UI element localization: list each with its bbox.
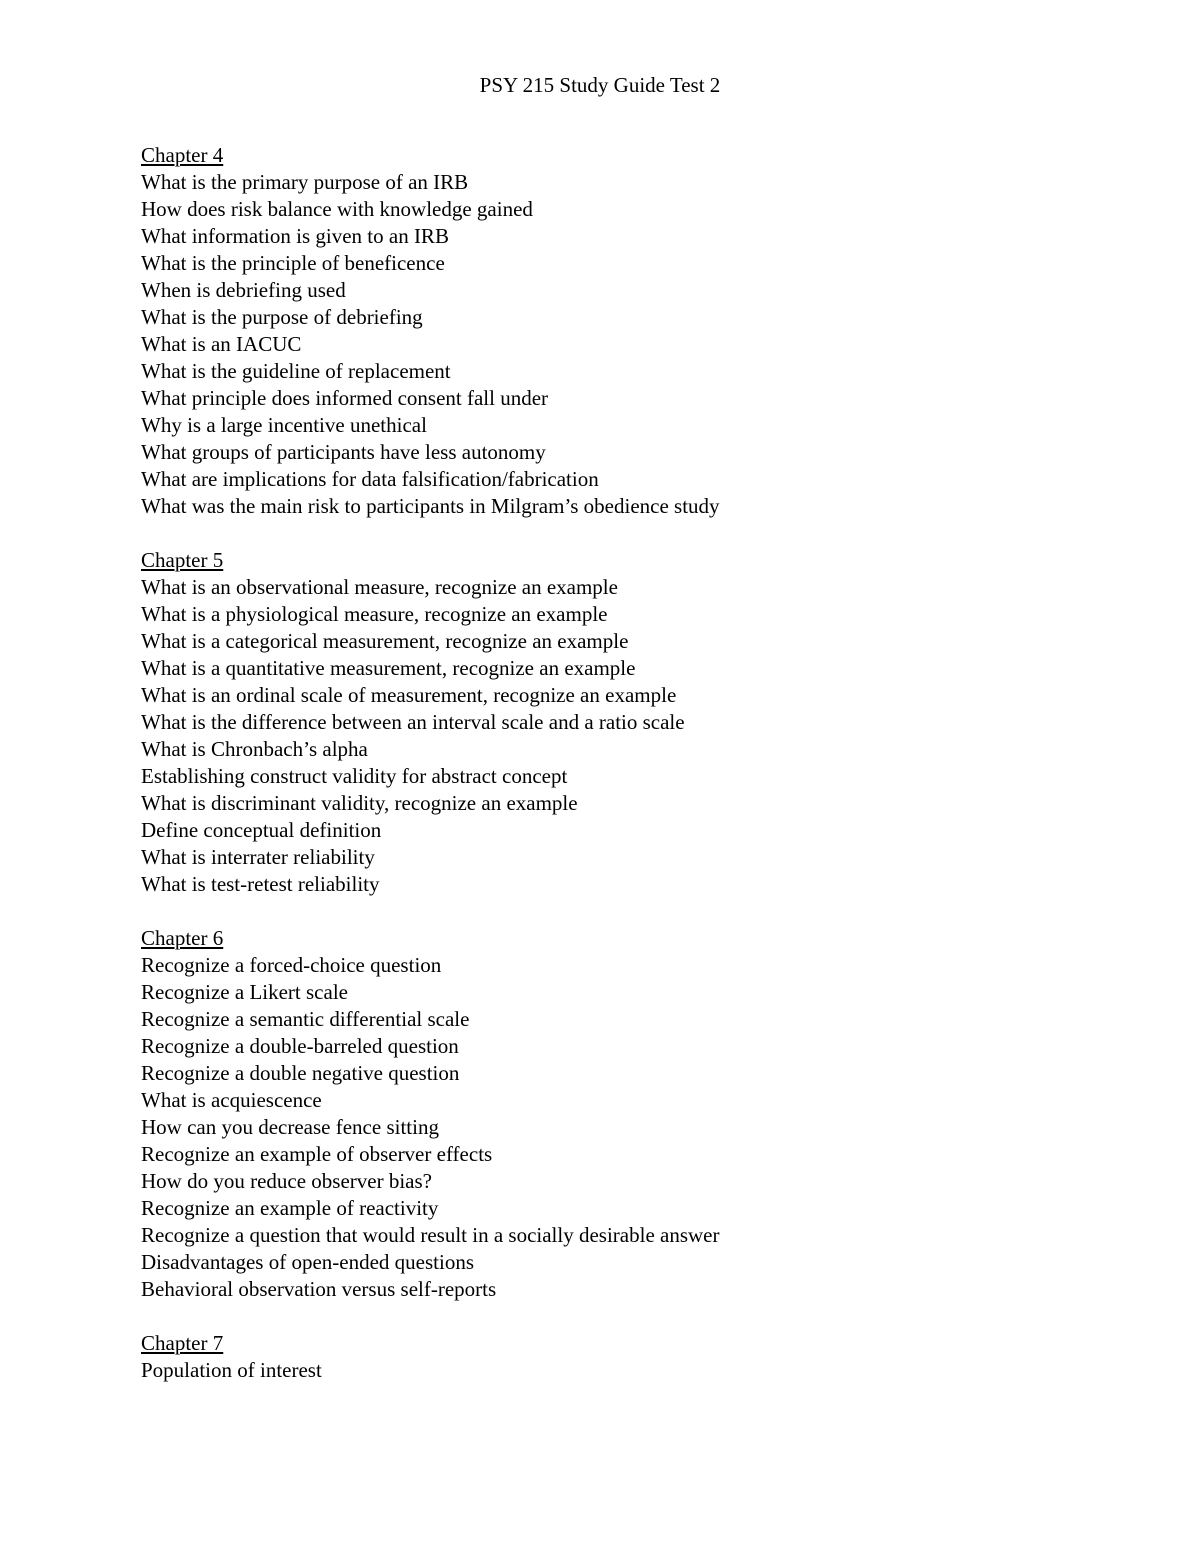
study-guide-body (141, 142, 1141, 1411)
list-item: What is discriminant validity, recognize an example (141, 791, 578, 815)
question-list (141, 952, 1141, 1303)
list-item: What is the primary purpose of an IRB (141, 170, 469, 194)
list-item: What was the main risk to participants in Milgram’s obedience study (141, 494, 720, 518)
section-heading: Chapter 7 (141, 1331, 224, 1355)
list-item: Behavioral observation versus self-reports (141, 1277, 497, 1301)
section-heading: Chapter 5 (141, 548, 224, 572)
list-item: What is the difference between an interval scale and a ratio scale (141, 710, 685, 734)
list-item: Disadvantages of open-ended questions (141, 1250, 474, 1274)
list-item: Recognize a question that would result in a socially desirable answer (141, 1223, 720, 1247)
list-item: How do you reduce observer bias? (141, 1169, 432, 1193)
list-item: What is the guideline of replacement (141, 359, 451, 383)
list-item: Recognize a Likert scale (141, 980, 348, 1004)
list-item: Recognize a double-barreled question (141, 1034, 459, 1058)
list-item: What are implications for data falsification/fabrication (141, 467, 599, 491)
question-list (141, 574, 1141, 898)
list-item: What information is given to an IRB (141, 224, 449, 248)
list-item: When is debriefing used (141, 278, 346, 302)
list-item: What is a categorical measurement, recognize an example (141, 629, 629, 653)
list-item: Recognize a semantic differential scale (141, 1007, 470, 1031)
document-title: PSY 215 Study Guide Test 2 (479, 73, 721, 97)
list-item: What is interrater reliability (141, 845, 375, 869)
list-item: Establishing construct validity for abstract concept (141, 764, 568, 788)
list-item: What is Chronbach’s alpha (141, 737, 368, 761)
list-item: Define conceptual definition (141, 818, 382, 842)
list-item: How can you decrease fence sitting (141, 1115, 439, 1139)
list-item: What is the principle of beneficence (141, 251, 445, 275)
list-item: What is a quantitative measurement, recognize an example (141, 656, 636, 680)
section-heading: Chapter 6 (141, 926, 224, 950)
list-item: What groups of participants have less autonomy (141, 440, 546, 464)
list-item: Recognize a double negative question (141, 1061, 460, 1085)
list-item: Recognize an example of observer effects (141, 1142, 493, 1166)
list-item: What is an observational measure, recognize an example (141, 575, 618, 599)
list-item: What is test-retest reliability (141, 872, 380, 896)
list-item: What is an ordinal scale of measurement, recognize an example (141, 683, 677, 707)
section-chapter-4 (141, 142, 1141, 520)
question-list (141, 1357, 1141, 1384)
list-item: Recognize a forced-choice question (141, 953, 442, 977)
section-heading: Chapter 4 (141, 143, 224, 167)
list-item: What is acquiescence (141, 1088, 322, 1112)
list-item: What is a physiological measure, recognize an example (141, 602, 608, 626)
list-item: Why is a large incentive unethical (141, 413, 427, 437)
list-item: Population of interest (141, 1358, 322, 1382)
section-chapter-5 (141, 547, 1141, 898)
list-item: What is the purpose of debriefing (141, 305, 423, 329)
section-chapter-6 (141, 925, 1141, 1303)
section-chapter-7 (141, 1330, 1141, 1384)
list-item: What principle does informed consent fall under (141, 386, 549, 410)
list-item: Recognize an example of reactivity (141, 1196, 439, 1220)
list-item: What is an IACUC (141, 332, 302, 356)
question-list (141, 169, 1141, 520)
list-item: How does risk balance with knowledge gained (141, 197, 533, 221)
